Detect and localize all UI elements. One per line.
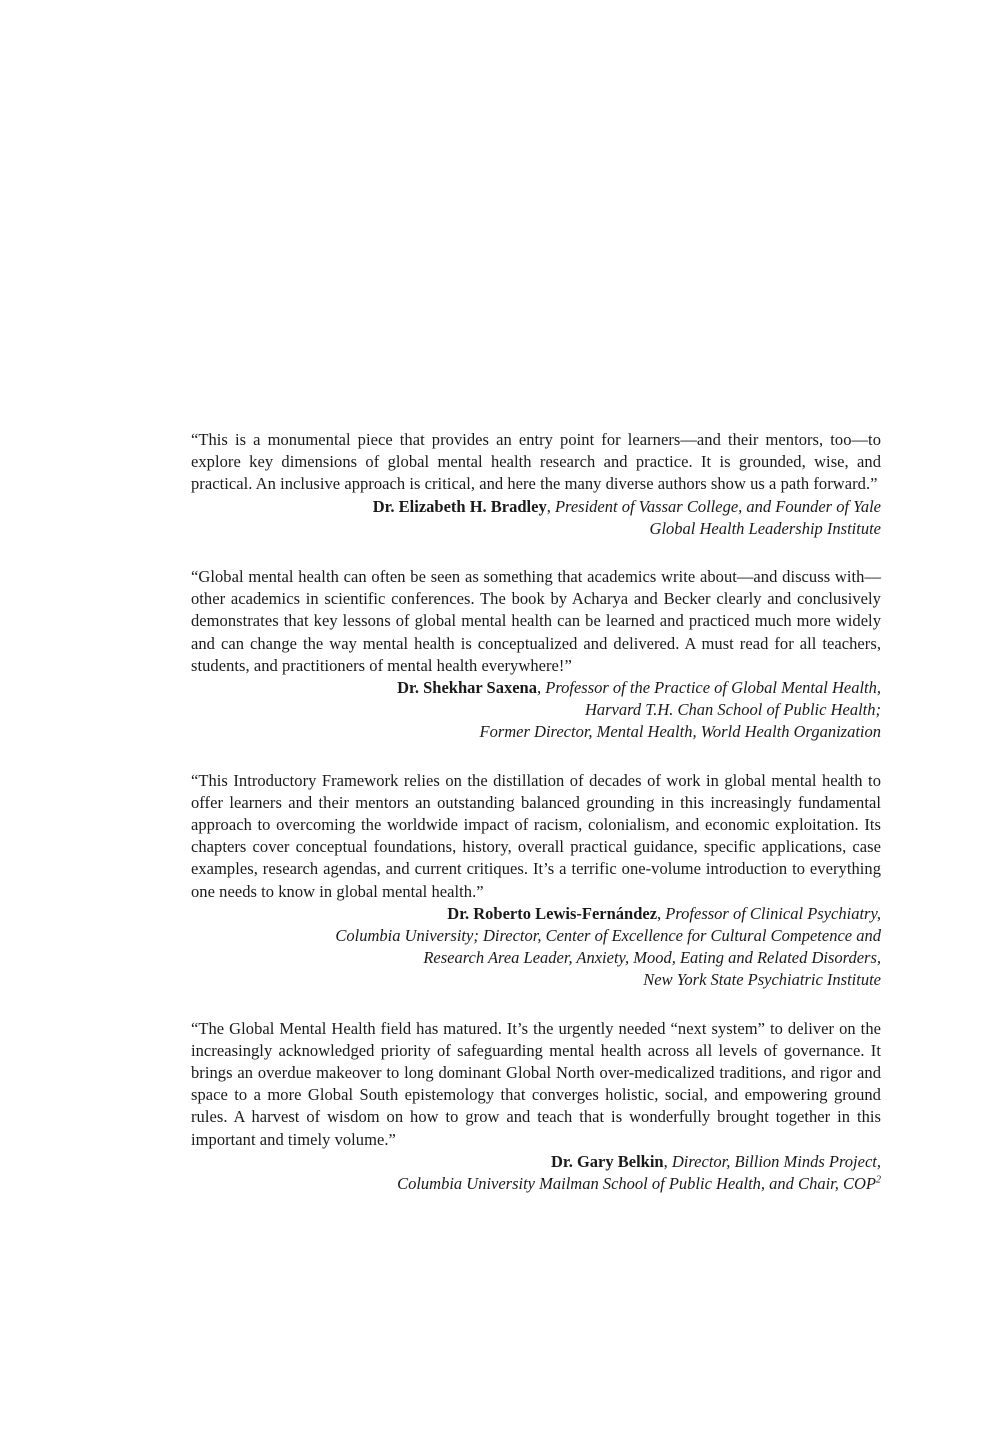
endorser-title: Professor of the Practice of Global Mental Health, <box>545 678 881 698</box>
endorsement-quote: “This Introductory Framework relies on the distillation of decades of work in global mental health to offer learners and their mentors an outstanding balanced grounding in this increasingly fundamental approach to overcoming the worldwide impact of racism, colonialism, and economic exploitation. Its chapters cover conceptual foundations, history, overall practical guidance, specific applications, case examples, research agendas, and current critiques. It’s a terrific one-volume introduction to everything one needs to know in global mental health.” <box>191 770 881 901</box>
endorsement <box>191 429 881 540</box>
endorser-title: New York State Psychiatric Institute <box>643 970 881 990</box>
endorsement <box>191 566 881 744</box>
endorser-title: Global Health Leadership Institute <box>649 518 881 538</box>
endorser-title: Columbia University; Director, Center of Excellence for Cultural Competence and <box>335 926 881 946</box>
endorsements-section <box>191 429 881 1221</box>
endorser-title: Director, Billion Minds Project, <box>671 1151 881 1171</box>
endorser-title: Columbia University Mailman School of Public Health, and Chair, COP <box>397 1174 876 1194</box>
endorsement-attribution: Dr. Gary Belkin, Director, Billion Minds Project, Columbia University Mailman School of Public Health, and Chair, COP$^2$ <box>397 1151 881 1194</box>
endorsement <box>191 1018 881 1196</box>
endorser-name: Dr. Roberto Lewis-Fernández <box>447 903 658 923</box>
endorser-title: Former Director, Mental Health, World Health Organization <box>479 722 881 742</box>
endorsement-attribution: Dr. Elizabeth H. Bradley, President of Vassar College, and Founder of Yale Global Health Leadership Institute <box>191 496 881 540</box>
endorser-title: Harvard T.H. Chan School of Public Health; <box>584 700 881 720</box>
endorsement-attribution: Dr. Roberto Lewis-Fernández, Professor of Clinical Psychiatry, Columbia University; Director, Center of Excellence for Cultural Competence and Research Area Leader, Anxiety, Mood, Eating and Related Disorders, New York State Psychiatric Institute <box>191 903 881 992</box>
endorser-name: Dr. Elizabeth H. Bradley <box>372 496 547 516</box>
endorser-title: President of Vassar College, and Founder of Yale <box>554 496 881 516</box>
superscript: 2 <box>876 1174 881 1186</box>
endorsement-quote: “Global mental health can often be seen as something that academics write about—and discuss with—other academics in scientific conferences. The book by Acharya and Becker clearly and conclusively demonstrates that key lessons of global mental health can be learned and practiced much more widely and can change the way mental health is conceptualized and delivered. A must read for all teachers, students, and practitioners of mental health everywhere!” <box>191 567 881 675</box>
endorser-name: Dr. Shekhar Saxena <box>397 678 537 698</box>
endorsement-attribution: Dr. Shekhar Saxena, Professor of the Practice of Global Mental Health, Harvard T.H. Chan School of Public Health; Former Director, Mental Health, World Health Organization <box>191 677 881 744</box>
endorser-title: Professor of Clinical Psychiatry, <box>665 903 881 923</box>
endorsement-quote: “The Global Mental Health field has matured. It’s the urgently needed “next system” to deliver on the increasingly acknowledged priority of safeguarding mental health across all levels of governance. It brings an overdue makeover to long dominant Global North over-medicalized traditions, and rigor and space to a more Global South epistemology that converges holistic, social, and empowering ground rules. A harvest of wisdom on how to grow and teach that is wonderfully brought together in this important and timely volume.” <box>191 1018 881 1149</box>
endorsement <box>191 770 881 992</box>
endorser-name: Dr. Gary Belkin <box>551 1151 664 1171</box>
endorser-title: Research Area Leader, Anxiety, Mood, Eating and Related Disorders, <box>423 948 881 968</box>
endorsement-quote: “This is a monumental piece that provides an entry point for learners—and their mentors, too—to explore key dimensions of global mental health research and practice. It is grounded, wise, and practical. An inclusive approach is critical, and here the many diverse authors show us a path forward.” <box>191 430 881 494</box>
